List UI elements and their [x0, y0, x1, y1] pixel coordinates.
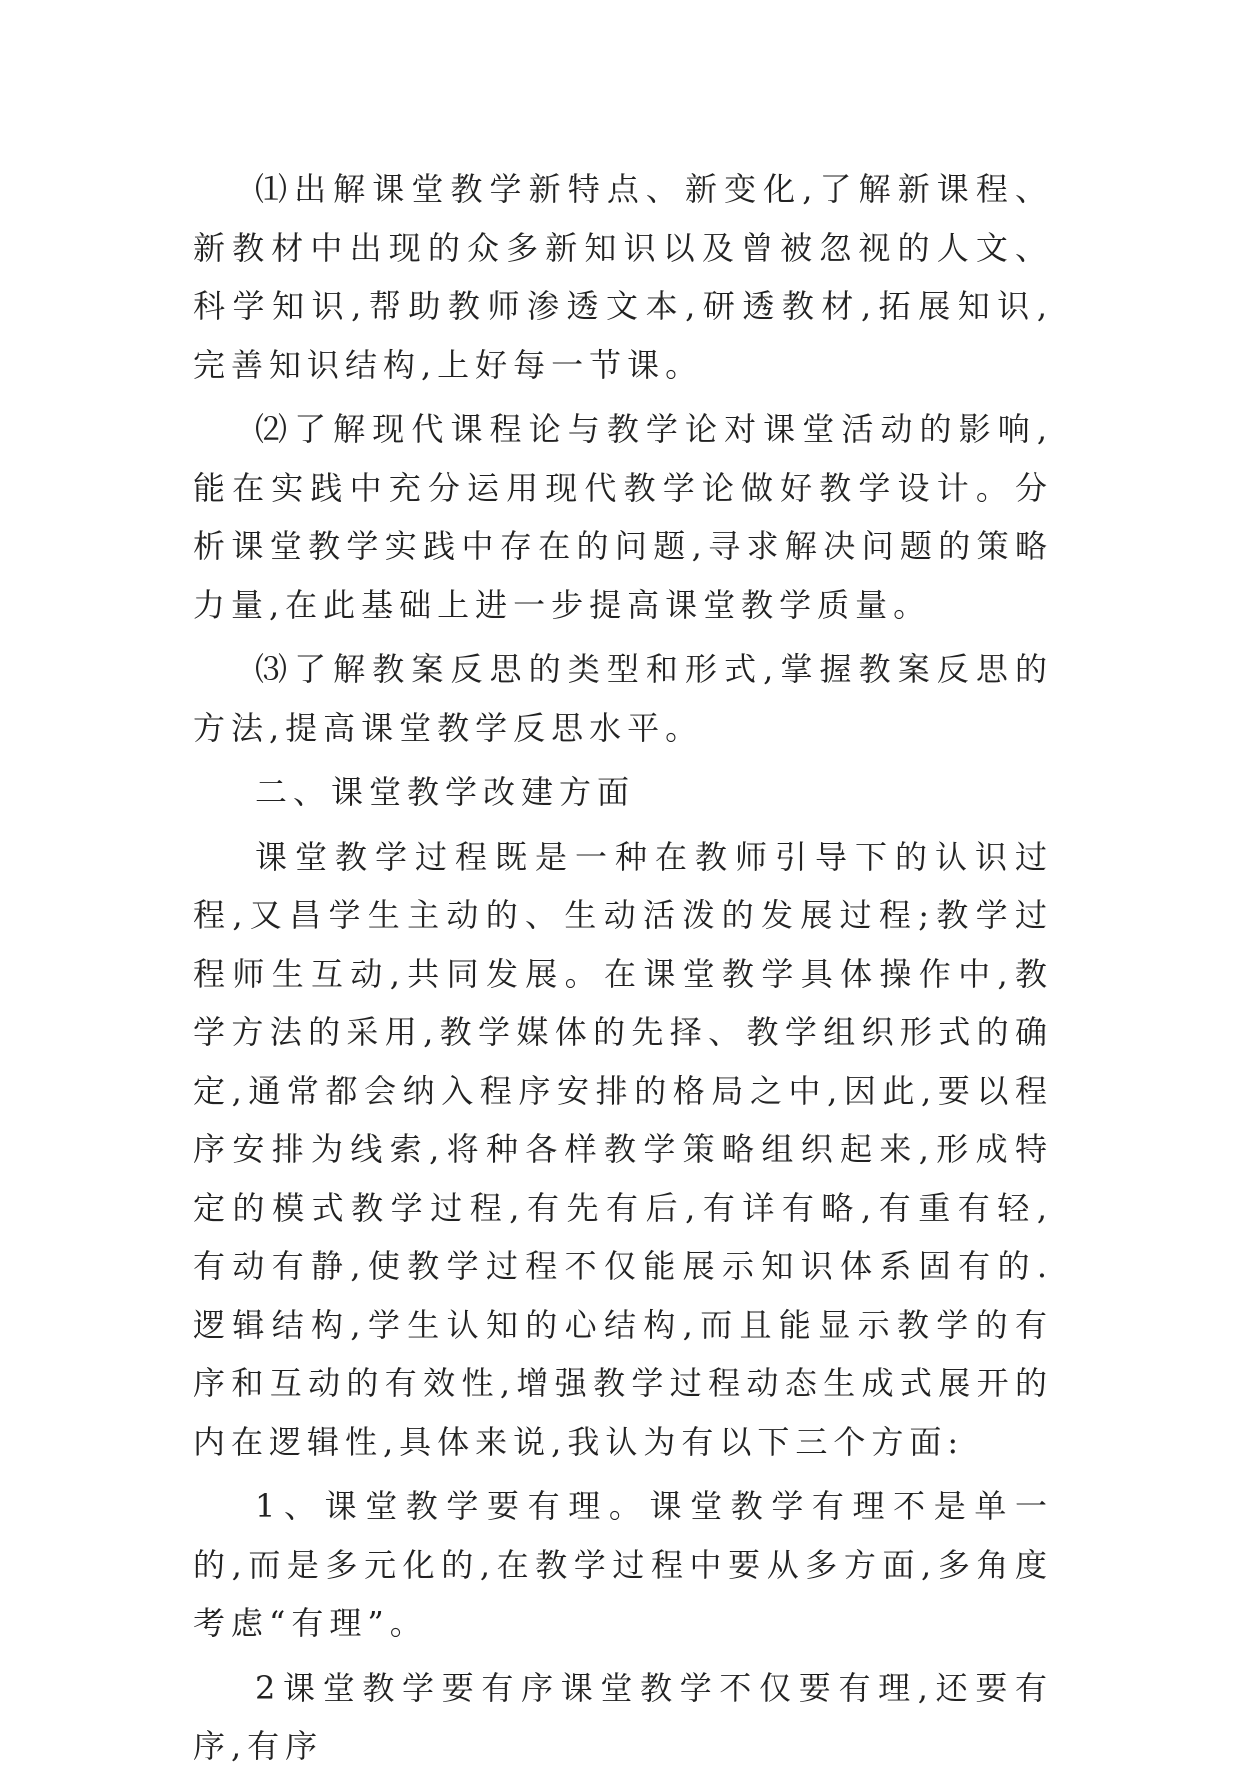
paragraph-objective-2: ⑵了解现代课程论与教学论对课堂活动的影响,能在实践中充分运用现代教学论做好教学设计。分析课堂教学实践中存在的问题,寻求解决问题的策略力量,在此基础上进一步提高课堂教学质量。 [193, 410, 1053, 624]
paragraph-point-2: 2课堂教学要有序课堂教学不仅要有理,还要有序,有序 [193, 1668, 1053, 1765]
paragraph-point-1: 1、课堂教学要有理。课堂教学有理不是单一的,而是多元化的,在教学过程中要从多方面,多角度考虑“有理”。 [193, 1487, 1053, 1642]
paragraph-classroom-process: 课堂教学过程既是一种在教师引导下的认识过程,又昌学生主动的、生动活泼的发展过程;教学过程师生互动,共同发展。在课堂教学具体操作中,教学方法的采用,教学媒体的先择、教学组织形式的确定,通常都会纳入程序安排的格局之中,因此,要以程序安排为线索,将种各样教学策略组织起来,形成特定的模式教学过程,有先有后,有详有略,有重有轻,有动有静,使教学过程不仅能展示知识体系固有的.逻辑结构,学生认知的心结构,而且能显示教学的有序和互动的有效性,增强教学过程动态生成式展开的内在逻辑性,具体来说,我认为有以下三个方面: [193, 837, 1053, 1461]
section-heading: 二、课堂教学改建方面 [255, 773, 636, 811]
paragraph-objective-1: ⑴出解课堂教学新特点、新变化,了解新课程、新教材中出现的众多新知识以及曾被忽视的人文、科学知识,帮助教师渗透文本,研透教材,拓展知识,完善知识结构,上好每一节课。 [193, 170, 1053, 384]
paragraph-objective-3: ⑶了解教案反思的类型和形式,掌握教案反思的方法,提高课堂教学反思水平。 [193, 650, 1053, 747]
document-page [193, 160, 1053, 1782]
